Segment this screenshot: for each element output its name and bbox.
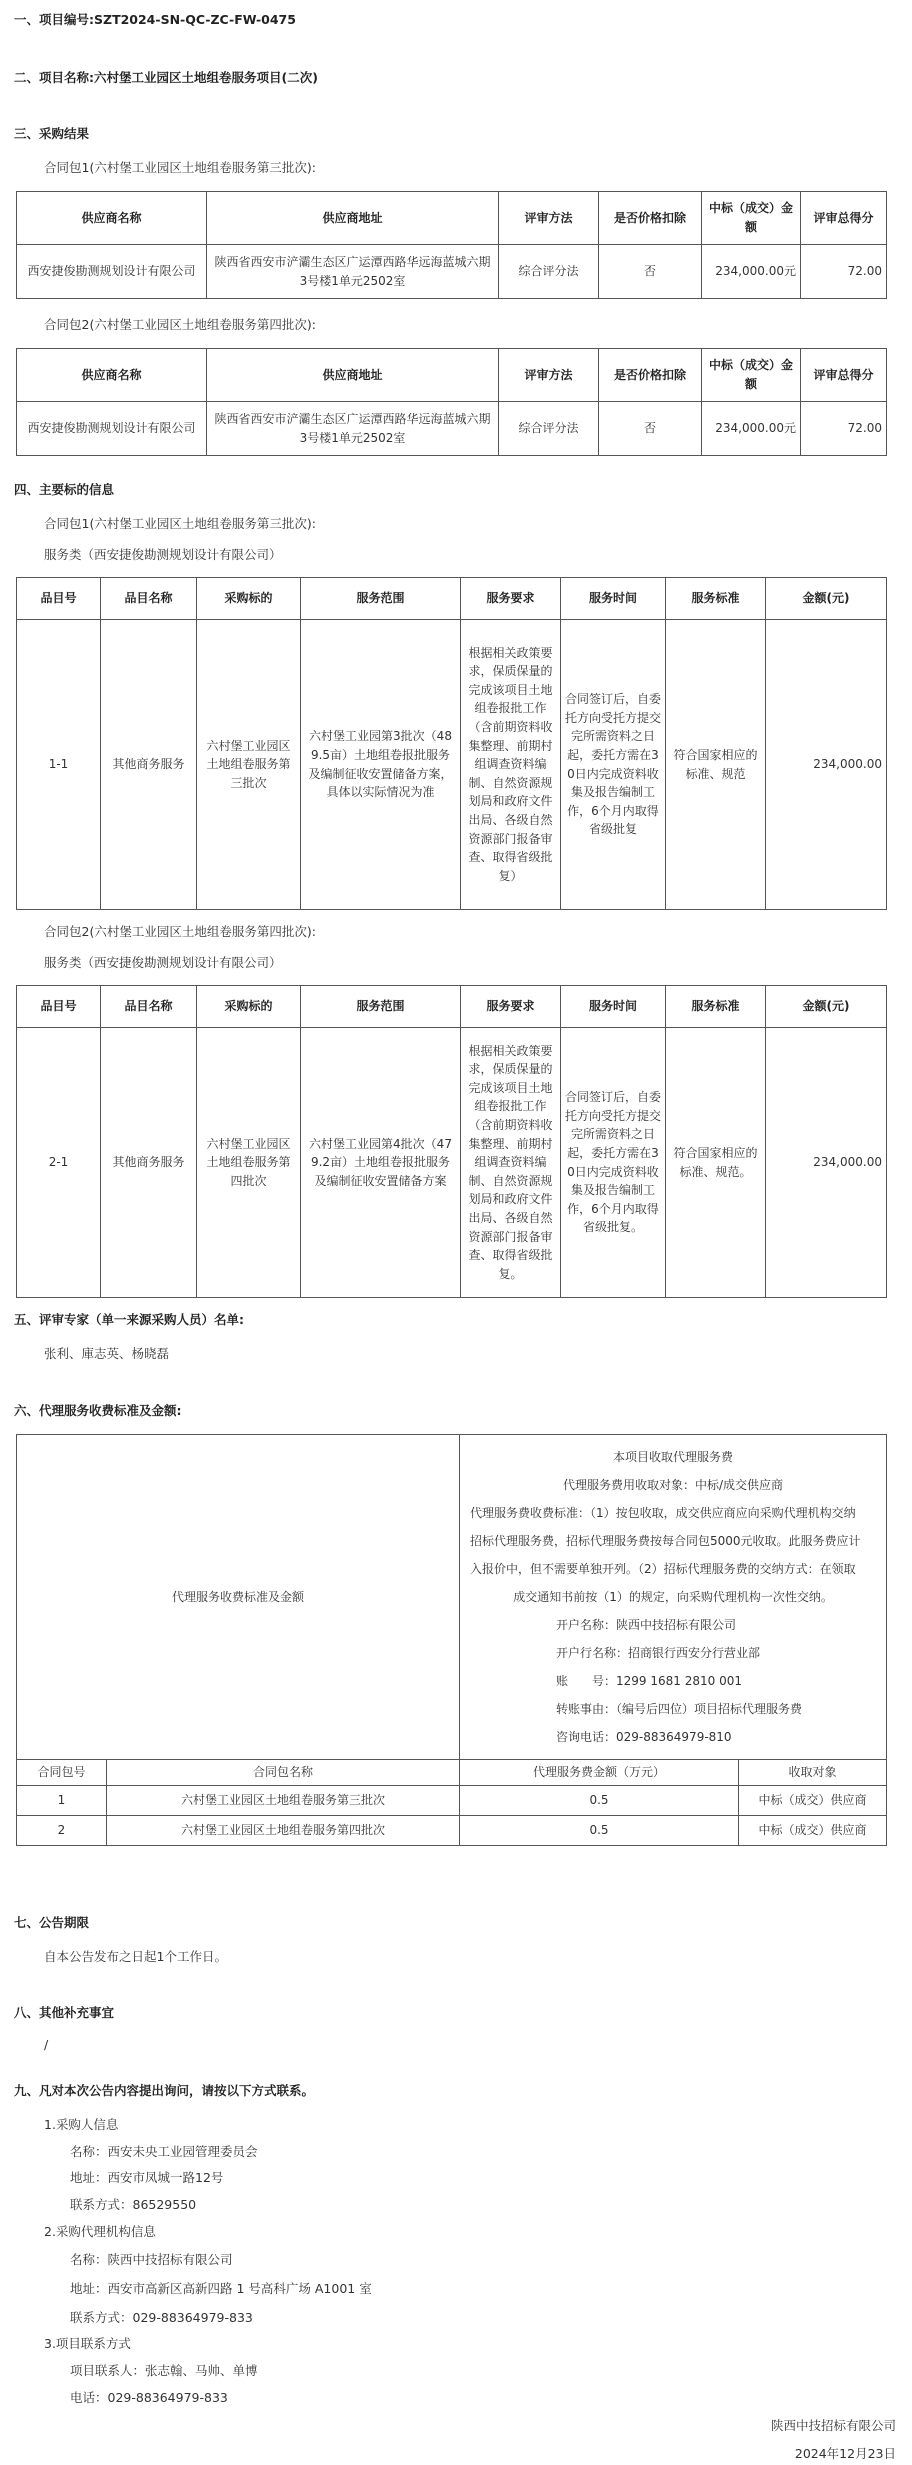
project-contact-person: 项目联系人：张志翰、马帅、单博: [70, 2363, 258, 2378]
expert-names: 张利、庫志英、杨晓磊: [44, 1346, 170, 1361]
table-row: [17, 1816, 887, 1846]
fee-line: 本项目收取代理服务费: [613, 1450, 734, 1464]
header-procurement-subject: 采购标的: [197, 578, 301, 620]
header-review-method: 评审方法: [499, 349, 599, 402]
notice-period-text: 自本公告发布之日起1个工作日。: [44, 1949, 227, 1964]
section-main-subject-title: 四、主要标的信息: [14, 482, 115, 497]
agency-fee-table: [16, 1434, 887, 1846]
header-service-scope: 服务范围: [301, 986, 461, 1028]
other-matters-text: /: [44, 2037, 49, 2052]
header-item-no: 品目号: [17, 986, 101, 1028]
total-score: 72.00: [801, 402, 887, 456]
package-no: 2: [17, 1816, 107, 1846]
purchaser-name: 名称：西安未央工业园管理委员会: [70, 2144, 258, 2159]
header-service-time: 服务时间: [561, 578, 666, 620]
purchaser-address: 地址：西安市凤城一路12号: [70, 2170, 224, 2185]
fee-standard-content: [460, 1435, 887, 1760]
header-package-name: 合同包名称: [107, 1760, 460, 1786]
item-name: 其他商务服务: [101, 1028, 197, 1298]
fee-line: 代理服务费收费标准：（1）按包收取，成交供应商应向采购代理机构交纳: [470, 1506, 856, 1520]
fee-line: 开户行名称：招商银行西安分行营业部: [556, 1646, 761, 1660]
service-requirement: 根据相关政策要求，保质保量的完成该项目土地组卷报批工作（含前期资料收集整理、前期村组调查资料编制、自然资源规划局和政府文件出局、各级自然资源部门报备审查、取得省级批复。: [461, 1028, 561, 1298]
package-name: 六村堡工业园区土地组卷服务第三批次: [107, 1786, 460, 1816]
service-scope: 六村堡工业园第4批次（479.2亩）土地组卷报批服务及编制征收安置储备方案: [301, 1028, 461, 1298]
service-standard: 符合国家相应的标准、规范。: [666, 1028, 766, 1298]
header-service-time: 服务时间: [561, 986, 666, 1028]
header-service-scope: 服务范围: [301, 578, 461, 620]
header-service-requirement: 服务要求: [461, 578, 561, 620]
fee-amount: 0.5: [460, 1786, 739, 1816]
header-total-score: 评审总得分: [801, 192, 887, 245]
table-row: [17, 620, 887, 910]
project-contact-phone: 电话：029-88364979-833: [70, 2390, 228, 2405]
fee-line: 成交通知书前按（1）的规定，向采购代理机构一次性交纳。: [513, 1590, 833, 1604]
header-service-standard: 服务标准: [666, 986, 766, 1028]
service-requirement: 根据相关政策要求，保质保量的完成该项目土地组卷报批工作（含前期资料收集整理、前期村组调查资料编制、自然资源规划局和政府文件出局、各级自然资源部门报备审查、取得省级批复）: [461, 620, 561, 910]
project-number-label: 一、项目编号:: [14, 12, 94, 27]
fee-line: 入报价中，但不需要单独开列。（2）招标代理服务费的交纳方式：在领取: [470, 1562, 856, 1576]
result-table-2: [16, 348, 887, 456]
fee-standard-label: 代理服务收费标准及金额: [17, 1435, 460, 1760]
purchaser-info-title: 1.采购人信息: [44, 2117, 119, 2132]
item-name: 其他商务服务: [101, 620, 197, 910]
header-amount: 金额(元): [766, 578, 887, 620]
project-name: [14, 68, 318, 86]
header-supplier-address: 供应商地址: [207, 192, 499, 245]
subject-package-1-category: 服务类（西安捷俊勘测规划设计有限公司）: [44, 547, 282, 562]
project-contact-title: 3.项目联系方式: [44, 2336, 131, 2351]
supplier-address: 陕西省西安市浐灞生态区广运潭西路华远海蓝城六期3号楼1单元2502室: [207, 245, 499, 299]
project-name-label: 二、项目名称:: [14, 70, 94, 85]
service-scope: 六村堡工业园第3批次（489.5亩）土地组卷报批服务及编制征收安置储备方案，具体以实际情况为准: [301, 620, 461, 910]
amount: 234,000.00: [766, 620, 887, 910]
fee-line: 开户名称：陕西中技招标有限公司: [556, 1618, 737, 1632]
header-service-requirement: 服务要求: [461, 986, 561, 1028]
header-total-score: 评审总得分: [801, 349, 887, 402]
section-procurement-result-title: 三、采购结果: [14, 126, 90, 141]
table-row: [17, 1786, 887, 1816]
subject-table-2: [16, 985, 887, 1298]
service-time: 合同签订后，自委托方向受托方提交完所需资料之日起，委托方需在30日内完成资料收集及报告编制工作，6个月内取得省级批复: [561, 620, 666, 910]
result-table-1: [16, 191, 887, 299]
project-name-value: 六村堡工业园区土地组卷服务项目(二次): [94, 70, 318, 85]
agency-info-title: 2.采购代理机构信息: [44, 2224, 156, 2239]
table-row: [17, 402, 887, 456]
review-method: 综合评分法: [499, 245, 599, 299]
supplier-name: 西安捷俊勘测规划设计有限公司: [17, 402, 207, 456]
subject-package-2-label: 合同包2(六村堡工业园区土地组卷服务第四批次):: [44, 924, 316, 939]
subject-package-1-label: 合同包1(六村堡工业园区土地组卷服务第三批次):: [44, 516, 316, 531]
footer-date: 2024年12月23日: [794, 2446, 896, 2461]
section-other-matters-title: 八、其他补充事宜: [14, 2005, 115, 2020]
section-notice-period-title: 七、公告期限: [14, 1915, 90, 1930]
fee-payer: 中标（成交）供应商: [739, 1816, 887, 1846]
package-no: 1: [17, 1786, 107, 1816]
fee-line: 咨询电话：029-88364979-810: [556, 1730, 732, 1744]
total-score: 72.00: [801, 245, 887, 299]
agency-address: 地址：西安市高新区高新四路 1 号高科广场 A1001 室: [70, 2281, 372, 2296]
header-supplier-name: 供应商名称: [17, 192, 207, 245]
header-price-deduction: 是否价格扣除: [599, 192, 702, 245]
purchaser-phone: 联系方式：86529550: [70, 2197, 197, 2212]
item-no: 1-1: [17, 620, 101, 910]
header-item-no: 品目号: [17, 578, 101, 620]
supplier-address: 陕西省西安市浐灞生态区广运潭西路华远海蓝城六期3号楼1单元2502室: [207, 402, 499, 456]
price-deduction: 否: [599, 245, 702, 299]
section-agency-fee-title: 六、代理服务收费标准及金额:: [14, 1403, 182, 1418]
header-review-method: 评审方法: [499, 192, 599, 245]
header-bid-amount: 中标（成交）金额: [702, 192, 801, 245]
item-no: 2-1: [17, 1028, 101, 1298]
result-package-2-label: 合同包2(六村堡工业园区土地组卷服务第四批次):: [44, 317, 316, 332]
header-supplier-address: 供应商地址: [207, 349, 499, 402]
bid-amount: 234,000.00元: [702, 245, 801, 299]
section-contact-title: 九、凡对本次公告内容提出询问，请按以下方式联系。: [14, 2083, 315, 2098]
procurement-subject: 六村堡工业园区土地组卷服务第四批次: [197, 1028, 301, 1298]
supplier-name: 西安捷俊勘测规划设计有限公司: [17, 245, 207, 299]
amount: 234,000.00: [766, 1028, 887, 1298]
table-row: [17, 245, 887, 299]
procurement-subject: 六村堡工业园区土地组卷服务第三批次: [197, 620, 301, 910]
fee-amount: 0.5: [460, 1816, 739, 1846]
package-name: 六村堡工业园区土地组卷服务第四批次: [107, 1816, 460, 1846]
fee-line: 代理服务费用收取对象：中标/成交供应商: [563, 1478, 784, 1492]
review-method: 综合评分法: [499, 402, 599, 456]
header-procurement-subject: 采购标的: [197, 986, 301, 1028]
header-item-name: 品目名称: [101, 578, 197, 620]
header-bid-amount: 中标（成交）金额: [702, 349, 801, 402]
price-deduction: 否: [599, 402, 702, 456]
header-fee-amount: 代理服务费金额（万元）: [460, 1760, 739, 1786]
footer-organization: 陕西中技招标有限公司: [770, 2418, 896, 2433]
fee-line: 招标代理服务费，招标代理服务费按每合同包5000元收取。此服务费应计: [470, 1534, 861, 1548]
subject-table-1: [16, 577, 887, 910]
header-item-name: 品目名称: [101, 986, 197, 1028]
header-supplier-name: 供应商名称: [17, 349, 207, 402]
bid-amount: 234,000.00元: [702, 402, 801, 456]
fee-line: 账 号：1299 1681 2810 001: [556, 1674, 742, 1688]
section-experts-title: 五、评审专家（单一来源采购人员）名单:: [14, 1312, 244, 1327]
fee-line: 转账事由：（编号后四位）项目招标代理服务费: [556, 1702, 803, 1716]
agency-phone: 联系方式：029-88364979-833: [70, 2310, 253, 2325]
fee-payer: 中标（成交）供应商: [739, 1786, 887, 1816]
table-row: [17, 1028, 887, 1298]
agency-name: 名称：陕西中技招标有限公司: [70, 2252, 233, 2267]
subject-package-2-category: 服务类（西安捷俊勘测规划设计有限公司）: [44, 955, 282, 970]
header-package-no: 合同包号: [17, 1760, 107, 1786]
header-service-standard: 服务标准: [666, 578, 766, 620]
header-price-deduction: 是否价格扣除: [599, 349, 702, 402]
service-standard: 符合国家相应的标准、规范: [666, 620, 766, 910]
project-number: [14, 10, 296, 28]
project-number-value: SZT2024-SN-QC-ZC-FW-0475: [94, 12, 296, 27]
header-fee-payer: 收取对象: [739, 1760, 887, 1786]
service-time: 合同签订后，自委托方向受托方提交完所需资料之日起，委托方需在30日内完成资料收集及报告编制工作，6个月内取得省级批复。: [561, 1028, 666, 1298]
header-amount: 金额(元): [766, 986, 887, 1028]
result-package-1-label: 合同包1(六村堡工业园区土地组卷服务第三批次):: [44, 160, 316, 175]
